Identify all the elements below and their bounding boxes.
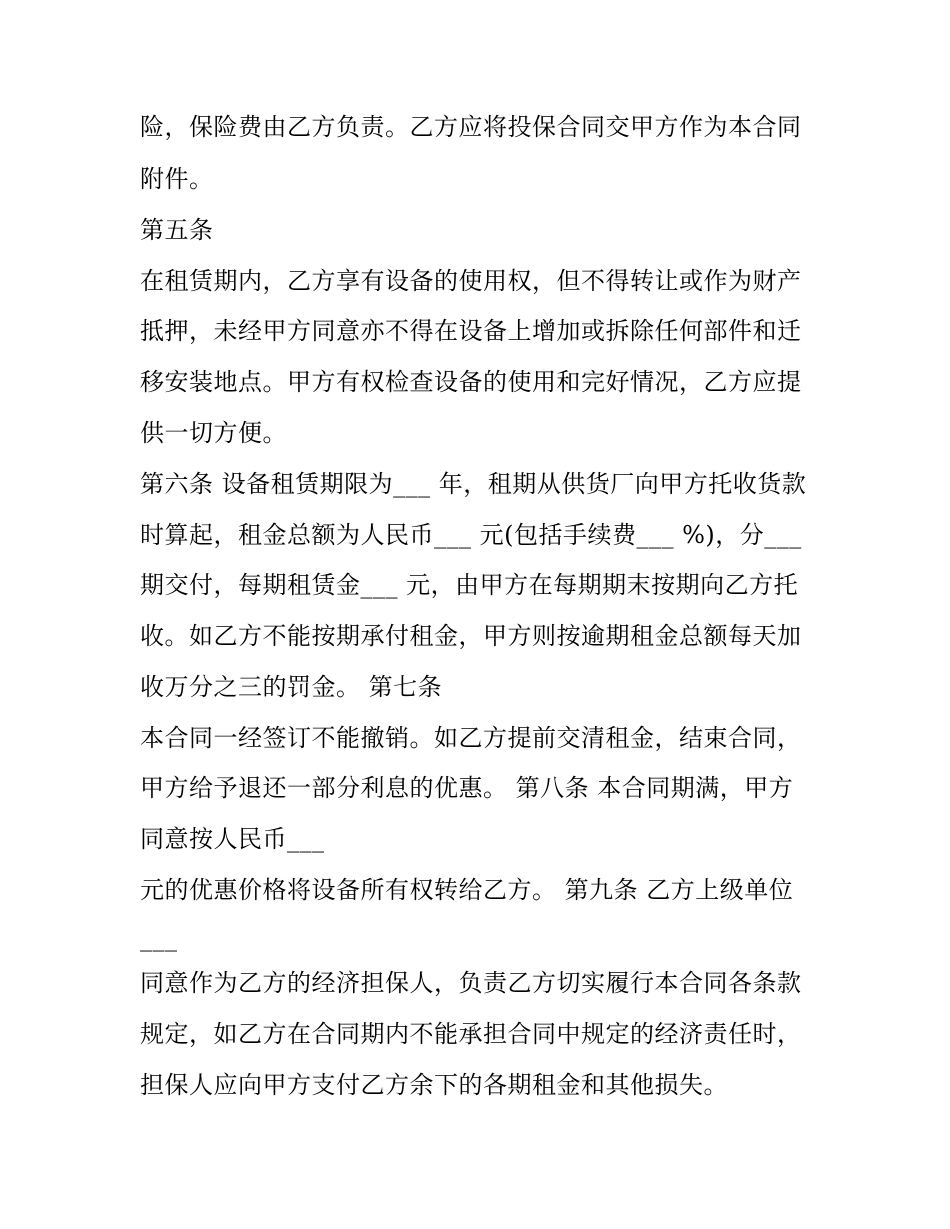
text-line: 同意按人民币___	[140, 825, 325, 853]
text-line: 担保人应向甲方支付乙方余下的各期租金和其他损失。	[140, 1071, 728, 1099]
text-line: 收。如乙方不能按期承付租金，甲方则按逾期租金总额每天加	[140, 622, 802, 650]
text-line: 收万分之三的罚金。 第七条	[140, 673, 443, 701]
text-line: 第五条	[140, 216, 214, 244]
text-line: 供一切方便。	[140, 419, 287, 447]
text-line: 附件。	[140, 165, 214, 193]
text-line: 同意作为乙方的经济担保人，负责乙方切实履行本合同各条款	[140, 969, 802, 997]
text-line: 移安装地点。甲方有权检查设备的使用和完好情况，乙方应提	[140, 368, 802, 396]
text-line: 本合同一经签订不能撤销。如乙方提前交清租金，结束合同，	[140, 724, 802, 752]
text-line: 期交付，每期租赁金___ 元，由甲方在每期期末按期向乙方托	[140, 571, 799, 599]
text-line: 在租赁期内，乙方享有设备的使用权，但不得转让或作为财产	[140, 267, 802, 295]
text-line: 险，保险费由乙方负责。乙方应将投保合同交甲方作为本合同	[140, 113, 802, 141]
text-line: ___	[140, 924, 178, 952]
text-line: 元的优惠价格将设备所有权转给乙方。 第九条 乙方上级单位	[140, 876, 794, 904]
text-line: 抵押，未经甲方同意亦不得在设备上增加或拆除任何部件和迁	[140, 317, 802, 345]
text-line: 第六条 设备租赁期限为___ 年，租期从供货厂向甲方托收货款	[140, 470, 807, 498]
text-line: 时算起，租金总额为人民币___ 元(包括手续费___ %)，分___	[140, 521, 802, 549]
text-line: 甲方给予退还一部分利息的优惠。 第八条 本合同期满，甲方	[140, 774, 794, 802]
text-line: 规定，如乙方在合同期内不能承担合同中规定的经济责任时，	[140, 1020, 802, 1048]
